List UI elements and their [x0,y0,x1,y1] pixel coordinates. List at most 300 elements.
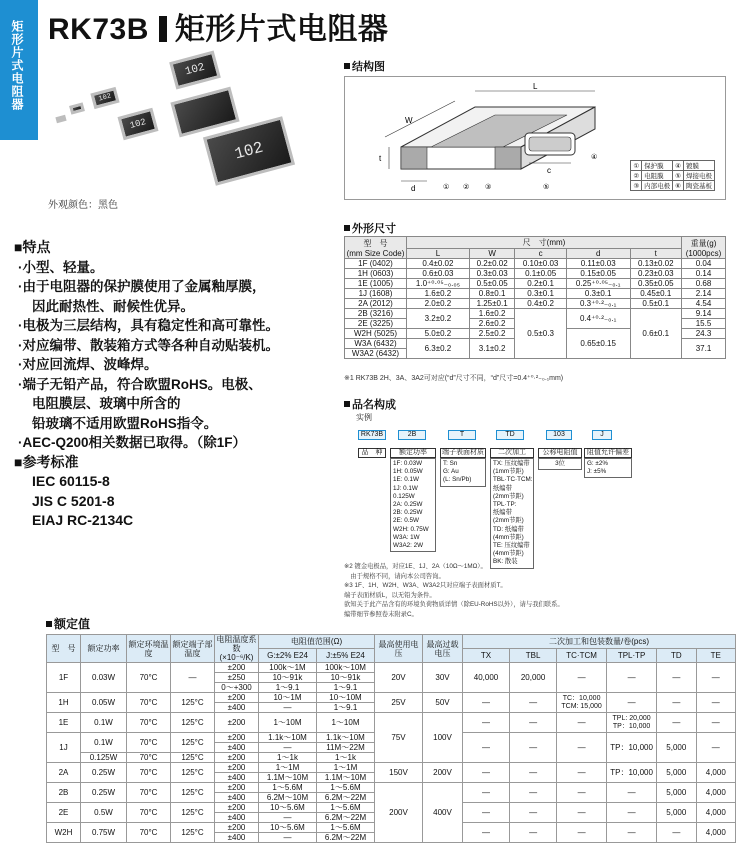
table-cell: 3位 [555,460,565,467]
chip-image [90,87,119,109]
table-cell: 3.2±0.2 [407,309,470,329]
table-cell: 50V [423,693,463,713]
table-cell: ±200 [215,823,259,833]
table-cell: — [463,823,510,843]
rate-head-tx: TX [463,649,510,663]
table-cell: 5,000 [657,803,696,823]
page-title [48,4,388,48]
table-cell: 9.14 [682,309,726,319]
table-cell: 150V [375,763,423,783]
table-cell: 0.3±0.1 [566,289,630,299]
table-cell: 6.3±0.2 [407,339,470,359]
table-cell: — [259,813,317,823]
table-cell: — [463,783,510,803]
table-cell: 4,000 [696,783,735,803]
table-cell: 6.2M～22M [317,813,375,823]
part-number-title [344,396,396,412]
table-cell: ① [631,161,642,171]
table-cell: 1F (0402) [345,259,407,269]
table-cell: 70°C [127,663,171,693]
table-cell: 5.0±0.2 [407,329,470,339]
table-cell: 125°C [171,693,215,713]
table-cell: ±200 [215,763,259,773]
table-cell: 200V [423,763,463,783]
table-cell: 1～5.6M [317,823,375,833]
table-cell: 15.5 [682,319,726,329]
table-cell: — [463,733,510,763]
table-cell: 4,000 [696,763,735,783]
table-row [47,693,736,703]
table-cell: 1～5.6M [317,783,375,793]
table-cell: — [259,743,317,753]
secondary-process-options [490,458,534,569]
table-cell: (2mm节距) [493,492,524,500]
table-cell: 6.2M～22M [317,833,375,843]
table-cell: 125°C [171,823,215,843]
table-cell: 0.25W [81,763,127,783]
table-cell: 2E: 0.5W [393,517,419,525]
table-cell: 100k～1M [259,663,317,673]
callout-5: ⑤ [543,184,550,191]
table-cell: TX: 压纹编带 [493,460,530,467]
table-cell: — [510,733,557,763]
table-row [47,783,736,793]
code-label: 二次加工 [490,448,534,458]
model-code: RK73B [48,13,149,46]
table-cell: — [607,663,657,693]
structure-diagram [344,76,726,200]
dim-head-weight [682,237,726,259]
example-label: 实例 [356,413,372,422]
table-cell: (1000pcs) [685,248,722,258]
table-cell: 1～1k [317,753,375,763]
table-cell: ⑥ [673,181,684,191]
table-cell: — [171,663,215,693]
rate-head-packaging: 二次加工和包装数量/卷(pcs) [463,635,736,649]
table-cell: 型 号 [363,238,388,248]
features-section [14,238,344,531]
standard-item: IEC 60115-8 [32,473,110,489]
chip-image [55,115,66,123]
table-cell: 0.25⁺⁰·⁰⁵₋₀.₁ [566,279,630,289]
table-cell: ③ [631,181,642,191]
dimensions-table [344,236,726,359]
feature-item: ·端子无铅产品，符合欧盟RoHS。电极、 [18,376,262,392]
table-cell: 0.125W [393,492,415,500]
table-cell: ±250 [215,673,259,683]
chip-image [169,51,221,90]
chip-mark: 102 [97,92,113,104]
table-cell: W3A: 1W [393,533,420,541]
table-cell: 0.35±0.05 [630,279,682,289]
dim-head-type [345,237,407,259]
code-label: 公称电阻值 [538,448,582,458]
table-cell: TPL·TP: [493,501,517,509]
table-cell: 0.5±0.1 [630,299,682,309]
table-cell: W3A2: 2W [393,542,424,550]
table-cell: 6.2M～10M [259,793,317,803]
table-cell: ±400 [215,743,259,753]
resistance-options [538,458,582,470]
table-cell: 0.45±0.1 [630,289,682,299]
table-cell: 0.3⁺⁰·²₋₀.₁ [566,299,630,309]
feature-item: ·AEC-Q200相关数据已取得。（除1F） [18,435,247,450]
table-cell: 2.6±0.2 [469,319,515,329]
table-cell: 端子表面材质L，以无铅为条件。 [344,591,436,599]
chip-mark: 102 [183,61,207,79]
table-cell: c [547,166,551,175]
feature-item-cont: 电阻膜层、玻璃中所含的 [32,396,181,411]
table-cell: W3A2 (6432) [345,349,407,359]
table-cell: 0.5W [81,803,127,823]
table-cell: ±400 [215,833,259,843]
table-cell: 0.4±0.02 [407,259,470,269]
table-cell: 内部电极 [642,181,673,191]
table-cell: 0.03W [81,663,127,693]
table-cell: W [405,116,413,125]
table-cell: ※2 镀金电极品，对应1E、1J、2A（10Ω～1MΩ）。 [344,563,487,570]
table-cell: 0.2±0.1 [515,279,566,289]
table-cell: 0.1±0.05 [515,269,566,279]
callout-3: ③ [485,184,492,191]
table-row [345,279,726,289]
table-cell: 额定值 [54,617,91,631]
power-options [390,458,436,552]
table-cell: 2A [47,763,81,783]
table-cell: 1～5.6M [317,803,375,813]
callout-2: ② [463,184,470,191]
table-cell: J: ±5% [587,468,607,476]
table-cell: 1～9.1 [317,683,375,693]
table-cell: 0.75W [81,823,127,843]
table-cell: 70°C [127,753,171,763]
table-cell: 3.1±0.2 [469,339,515,359]
table-cell: 镀膜 [684,161,715,171]
standard-item: EIAJ RC-2134C [32,512,134,528]
table-cell: 70°C [127,783,171,803]
table-cell: 由于规格不同，请向本公司咨询。 [344,572,445,580]
table-cell: 75V [375,713,423,763]
feature-item: ·电极为三层结构，具有稳定性和高可靠性。 [18,318,279,333]
table-cell: 纸编带 [493,509,512,517]
table-cell: 70°C [127,713,171,733]
table-cell: 20V [375,663,423,693]
code-box: TD [496,430,524,440]
table-cell: ±200 [215,783,259,793]
rate-head-tp: TPL·TP [607,649,657,663]
code-box: RK73B [358,430,386,440]
table-cell: 2.14 [682,289,726,299]
table-cell: 2.5±0.2 [469,329,515,339]
table-cell: 5,000 [657,763,696,783]
table-cell: — [510,713,557,733]
table-cell: — [696,663,735,693]
table-cell: 1H (0603) [345,269,407,279]
structure-legend [630,160,715,191]
table-cell: 1～1M [259,763,317,773]
table-cell: 10～5.6M [259,823,317,833]
dim-head-size: 尺 寸(mm) [407,237,682,249]
feature-item: ·对应回流焊、波峰焊。 [18,357,158,372]
table-cell: — [463,713,510,733]
table-cell: 4,000 [696,803,735,823]
table-cell: — [463,693,510,713]
table-cell: 1F: 0.03W [393,460,423,467]
feature-item: ·小型、轻量。 [18,259,104,275]
table-cell: 4.54 [682,299,726,309]
table-cell: 1.1k～10M [317,733,375,743]
table-cell: 品名构成 [352,399,396,411]
table-cell: 125°C [171,803,215,823]
table-cell: 1～10M [259,713,317,733]
table-cell: 0.6±0.1 [630,309,682,359]
table-cell: 2E (3225) [345,319,407,329]
table-cell: 0.1W [81,713,127,733]
side-category-tab [0,0,38,140]
table-cell: (1mm节距) [493,468,524,476]
table-cell: — [607,803,657,823]
table-cell: 0.11±0.03 [566,259,630,269]
table-cell: 0.1W [81,733,127,753]
table-cell: 0.2±0.02 [469,259,515,269]
ratings-title [46,615,90,632]
table-cell: — [607,823,657,843]
table-cell: 1E (1005) [345,279,407,289]
table-cell: ⑤ [673,171,684,181]
table-cell: G: ±2% [587,460,608,467]
table-cell: 0.4±0.2 [515,299,566,309]
table-cell: 1.0⁺⁰·⁰⁵₋₀.₀₅ [407,279,470,289]
table-cell: 6.2M～22M [317,793,375,803]
table-cell: TPL: 20,000 TP：10,000 [607,713,657,733]
table-row [345,309,726,319]
termination-options [440,458,486,487]
dimensions-title [344,220,396,236]
table-cell: — [463,803,510,823]
table-cell: 125°C [171,783,215,803]
table-cell: 0.13±0.02 [630,259,682,269]
table-cell: 400V [423,783,463,843]
title-divider [159,16,167,42]
table-cell: 1.25±0.1 [469,299,515,309]
table-cell: — [696,713,735,733]
table-cell: L [533,82,538,91]
table-cell: 1.6±0.2 [407,289,470,299]
table-cell: 20,000 [510,663,557,693]
dim-col-d: d [566,249,630,259]
feature-item-cont: 因此耐热性、耐候性优异。 [32,298,194,314]
feature-item-cont: 铅玻璃不适用欧盟RoHS指令。 [32,415,218,431]
table-cell: ±400 [215,703,259,713]
table-cell: 0.8±0.1 [469,289,515,299]
rate-head-ambient: 额定环境温度 [127,635,171,663]
table-cell: 1.1M～10M [259,773,317,783]
table-cell: 焊接电极 [684,171,715,181]
dim-d-label [411,184,415,193]
table-cell: — [657,713,696,733]
table-cell: 11M～22M [317,743,375,753]
table-cell: ② [631,171,642,181]
table-cell: 10～1M [259,693,317,703]
table-cell: 125°C [171,713,215,733]
rate-head-tbl: TBL [510,649,557,663]
table-cell: 2A: 0.25W [393,501,423,509]
table-cell: 纸编带 [493,484,512,492]
table-cell: — [657,663,696,693]
table-cell: — [510,783,557,803]
table-cell: (L: Sn/Pb) [443,476,472,484]
feature-item: ·由于电阻器的保护膜使用了金属釉厚膜， [18,279,266,294]
table-cell: 2B [47,783,81,803]
table-cell: — [557,823,607,843]
table-cell: 2A (2012) [345,299,407,309]
table-cell: 编带细节参照卷末附录C。 [344,610,418,618]
table-cell: 30V [423,663,463,693]
rate-head-range: 电阻值范围(Ω) [259,635,375,649]
table-cell: 125°C [171,753,215,763]
part-number-notes [344,562,734,619]
table-cell: 2.0±0.2 [407,299,470,309]
table-cell: 1.1M～10M [317,773,375,783]
rate-head-tc: TC·TCM [557,649,607,663]
table-cell: 0.14 [682,269,726,279]
table-cell: W3A (6432) [345,339,407,349]
table-cell: — [696,693,735,713]
table-cell: TP：10,000 [607,733,657,763]
table-cell: 0.15±0.05 [566,269,630,279]
table-cell: 1J [47,733,81,763]
table-cell: (4mm节距) [493,550,524,558]
table-cell: 70°C [127,693,171,713]
code-box: 2B [398,430,426,440]
table-cell: 1H [47,693,81,713]
table-cell: 37.1 [682,339,726,359]
table-cell: — [557,763,607,783]
dim-col-c: c [515,249,566,259]
table-cell: — [557,803,607,823]
table-cell: ±200 [215,663,259,673]
dim-c-label [547,166,551,175]
table-cell: 200V [375,783,423,843]
table-cell: 0.68 [682,279,726,289]
table-cell: 1～9.1 [317,703,375,713]
chip-mark: 102 [128,117,148,131]
code-box: T [448,430,476,440]
table-cell: 1.6±0.2 [469,309,515,319]
table-cell: — [510,823,557,843]
table-cell: 1E [47,713,81,733]
table-cell: 5,000 [657,733,696,763]
table-cell: BK: 散装 [493,558,518,566]
table-cell: 0.5±0.3 [515,309,566,359]
table-row [345,269,726,279]
feature-item: ·对应编带、散装箱方式等各种自动贴装机。 [18,337,279,353]
rate-head-tcr: 电阻温度系数(×10⁻⁶/K) [216,635,257,662]
code-label: 额定功率 [390,448,436,458]
ratings-table [46,634,736,843]
table-cell: 0.3±0.03 [469,269,515,279]
table-cell: 70°C [127,803,171,823]
table-cell: — [259,833,317,843]
table-row [47,713,736,733]
table-cell: ±200 [215,713,259,733]
table-cell: TBL·TC·TCM: [493,476,533,484]
table-cell: 5,000 [657,783,696,803]
code-box: J [592,430,612,440]
table-cell: 1J (1608) [345,289,407,299]
product-name: 矩形片式电阻器 [174,13,389,46]
table-cell: ±200 [215,753,259,763]
table-cell: 0.6±0.03 [407,269,470,279]
standards-title: ■参考标准 [14,453,79,470]
part-number-diagram [344,412,734,566]
table-cell: — [557,663,607,693]
table-cell: ±400 [215,813,259,823]
table-cell: 125°C [171,763,215,783]
table-cell: 1～1k [259,753,317,763]
table-cell: W2H [47,823,81,843]
table-cell: 0.25W [81,783,127,803]
table-cell: TE: 压纹编带 [493,542,530,550]
dim-t-label [379,154,382,163]
table-cell: 70°C [127,823,171,843]
table-cell: 1～10M [317,713,375,733]
table-cell: — [696,733,735,763]
rate-head-td: TD [657,649,696,663]
table-cell: 25V [375,693,423,713]
dim-col-L: L [407,249,470,259]
rate-head-te: TE [696,649,735,663]
table-cell: — [259,703,317,713]
table-cell: W2H (5025) [345,329,407,339]
table-cell: — [607,693,657,713]
table-row [345,259,726,269]
table-cell: 1F [47,663,81,693]
table-cell: ④ [673,161,684,171]
table-cell: (2mm节距) [493,517,524,525]
table-cell: G: Au [443,468,459,476]
rate-head-j: J:±5% E24 [317,649,375,663]
table-cell: 0.3±0.1 [515,289,566,299]
table-row [345,289,726,299]
table-cell: t [379,154,382,163]
table-cell: — [510,693,557,713]
code-box: 103 [546,430,572,440]
table-cell: — [557,733,607,763]
table-cell: 外形尺寸 [352,223,396,235]
dimensions-note: ※1 RK73B 2H、3A、3A2可对应(“d”尺寸不同，“d”尺寸=0.4⁺⁰·²₋₀.₁mm) [344,375,564,382]
code-label: 阻值允许偏差 [584,448,632,458]
table-cell: 70°C [127,763,171,783]
dim-L-label [533,82,538,91]
table-row [47,763,736,773]
table-cell: (mm Size Code) [346,248,405,258]
dim-W-label [405,116,413,125]
table-row [345,299,726,309]
table-cell: TD: 纸编带 [493,525,524,533]
table-cell: 0.05W [81,693,127,713]
table-cell: 10～10M [317,693,375,703]
table-cell: 1～5.6M [259,783,317,793]
table-cell: d [411,184,416,193]
table-cell: 陶瓷基板 [684,181,715,191]
table-cell: — [607,783,657,803]
table-cell: 10～91k [259,673,317,683]
table-cell: 100V [423,713,463,763]
table-cell: 0.125W [81,753,127,763]
table-cell: TP：10,000 [607,763,657,783]
table-cell: — [557,783,607,803]
